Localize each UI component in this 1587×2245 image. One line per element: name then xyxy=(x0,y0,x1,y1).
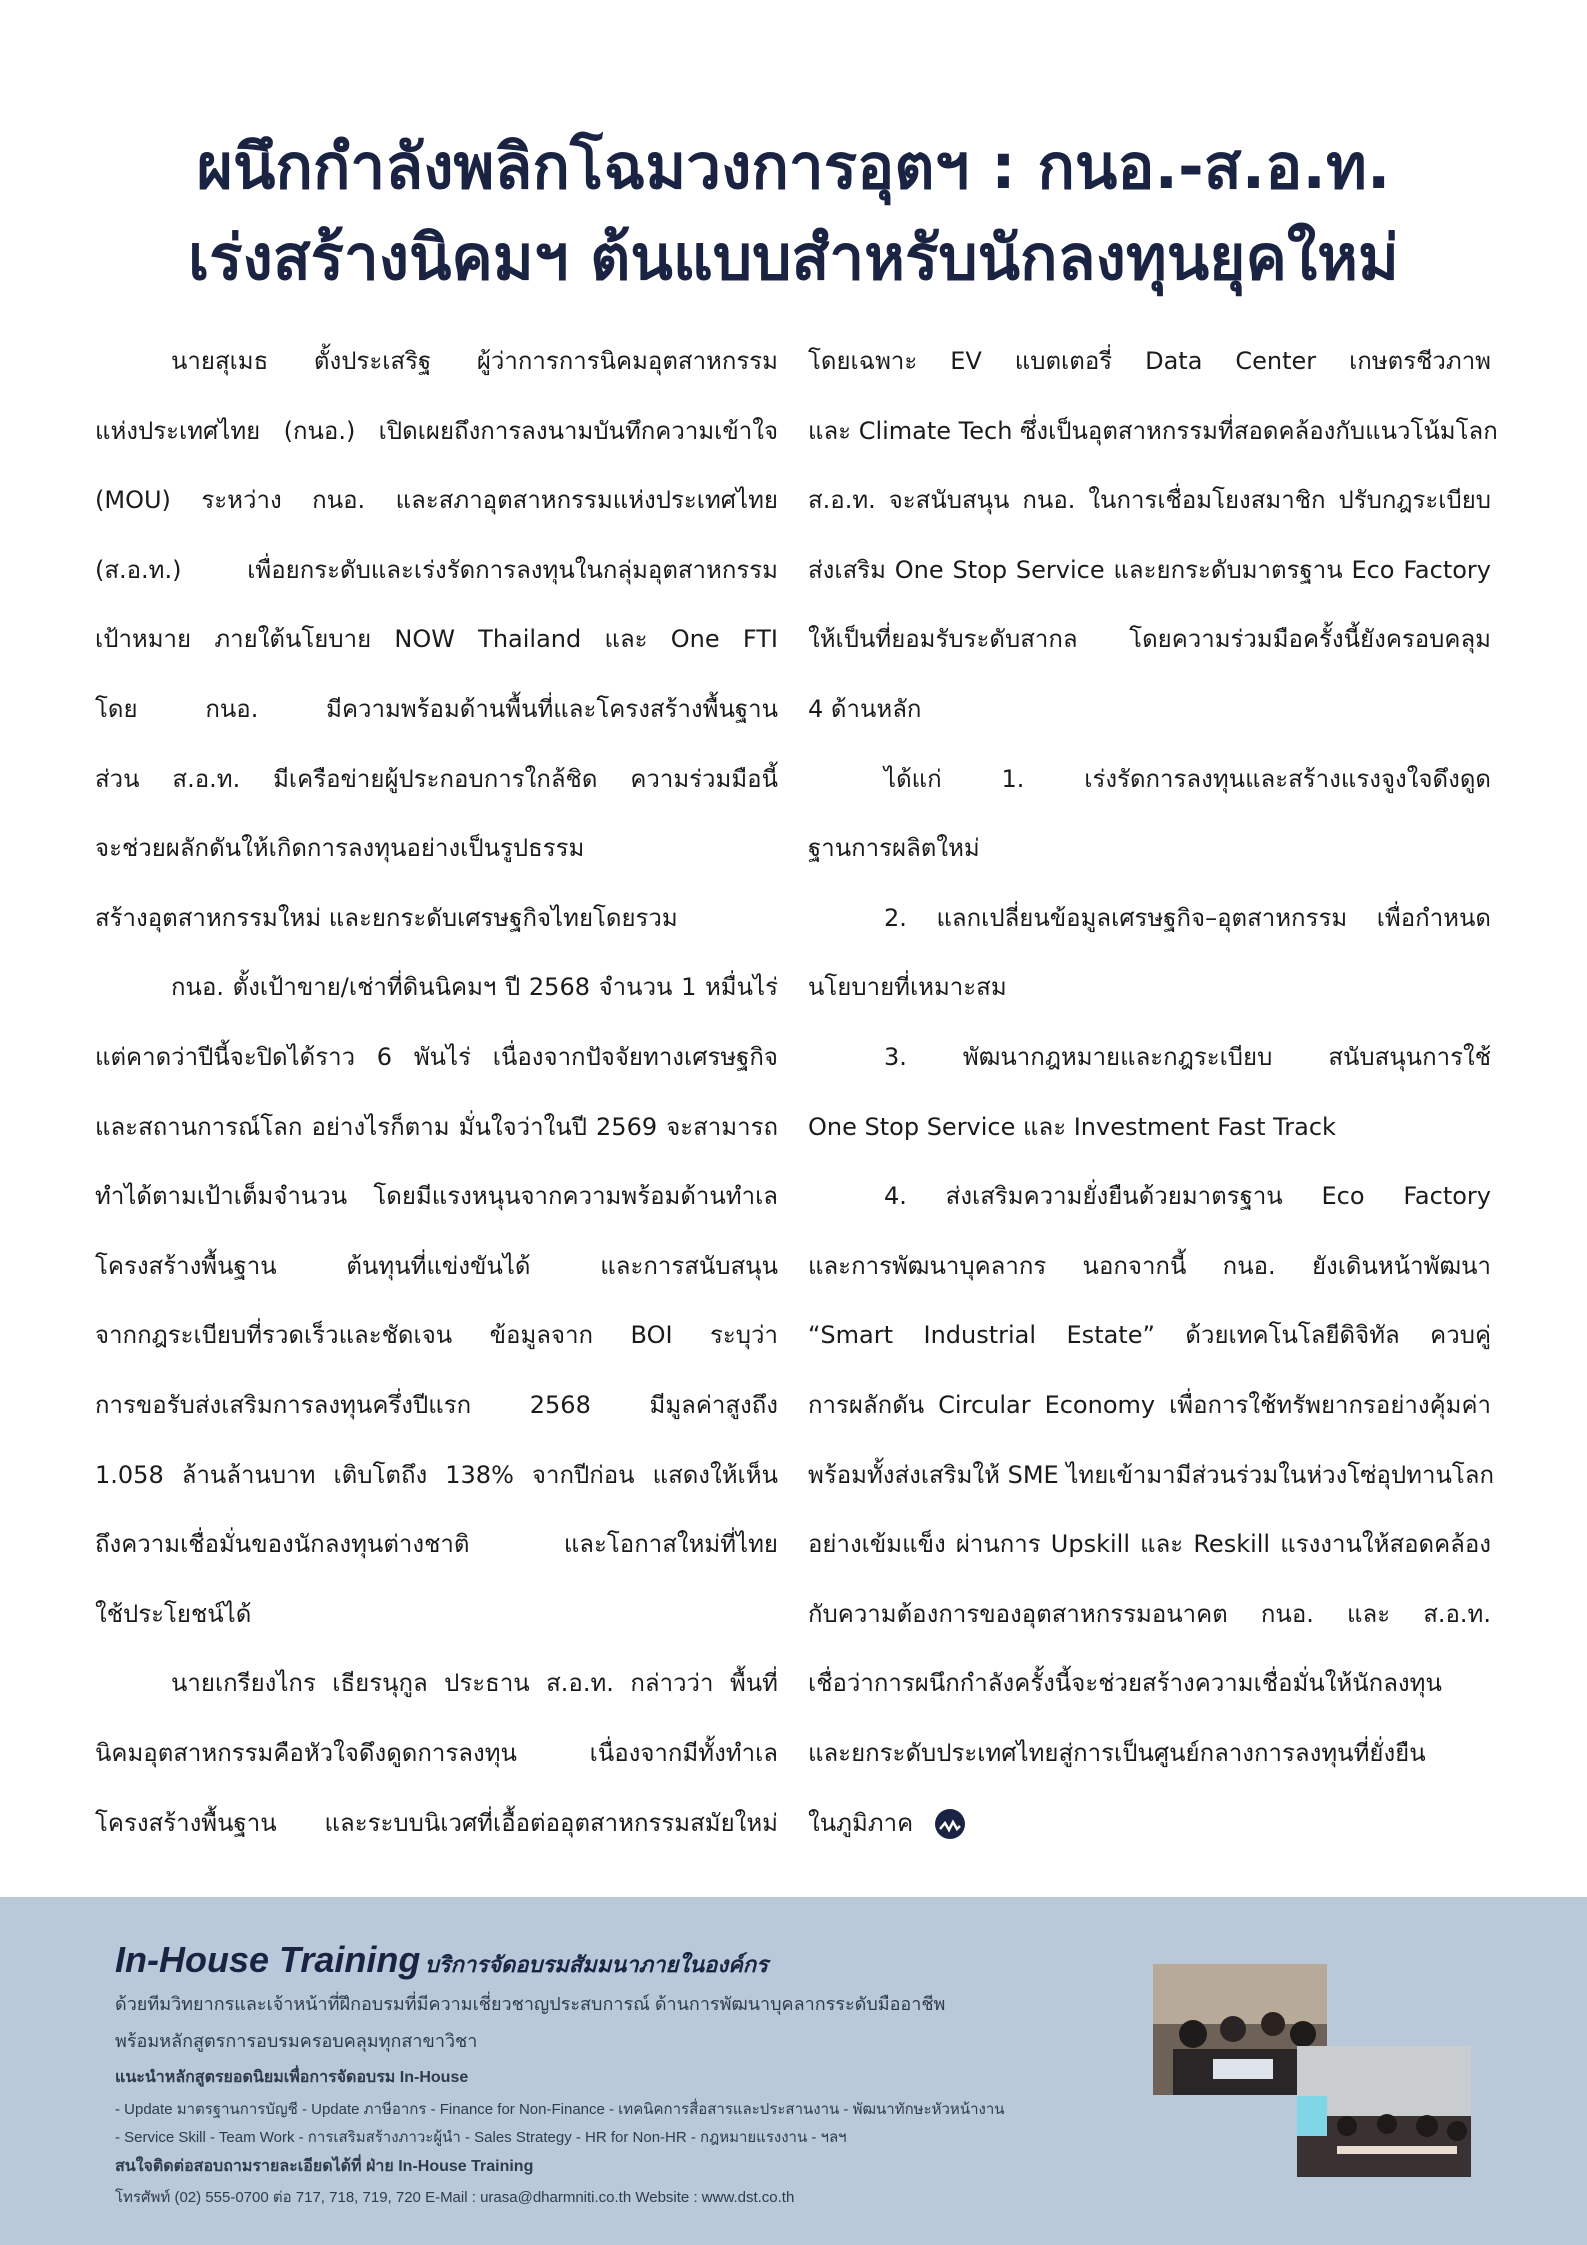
article-line xyxy=(808,1032,1491,1082)
article-line xyxy=(808,406,1498,456)
article-line-text: 2. แลกเปลี่ยนข้อมูลเศรษฐกิจ–อุตสาหกรรม เพื่อกำหนด xyxy=(884,903,1491,932)
wave-circle-icon xyxy=(935,1809,965,1839)
article-line-text: นิคมอุตสาหกรรมคือหัวใจดึงดูดการลงทุน เนื่องจากมีทั้งทำเล xyxy=(95,1739,778,1767)
article-line-text: เป้าหมาย ภายใต้นโยบาย NOW Thailand และ One FTI xyxy=(95,625,778,654)
article-line-text: จากกฎระเบียบที่รวดเร็วและชัดเจน ข้อมูลจาก BOI ระบุว่า xyxy=(95,1321,778,1350)
article-line xyxy=(808,754,1491,804)
article-line xyxy=(95,1171,778,1221)
article-line-text: สร้างอุตสาหกรรมใหม่ และยกระดับเศรษฐกิจไทยโดยรวม xyxy=(95,903,678,932)
article-line xyxy=(808,336,1491,386)
article-line xyxy=(95,754,778,804)
courses-line-1: - Update มาตรฐานการบัญชี - Update ภาษีอากร - Finance for Non-Finance - เทคนิคการสื่อสารและประสานงาน - พัฒนาทักษะหัวหน้างาน xyxy=(115,2101,1005,2118)
article-line-text: (ส.อ.ท.) เพื่อยกระดับและเร่งรัดการลงทุนในกลุ่มอุตสาหกรรม xyxy=(95,555,778,584)
article-line xyxy=(808,1241,1491,1291)
article-line xyxy=(808,1589,1491,1639)
article-line-text: เชื่อว่าการผนึกกำลังครั้งนี้จะช่วยสร้างความเชื่อมั่นให้นักลงทุน xyxy=(808,1669,1442,1698)
article-line-text: แห่งประเทศไทย (กนอ.) เปิดเผยถึงการลงนามบันทึกความเข้าใจ xyxy=(95,416,778,445)
contact-heading: สนใจติดต่อสอบถามรายละเอียดได้ที่ ฝ่าย In-House Training xyxy=(115,2158,534,2175)
article-line-text: กนอ. ตั้งเป้าขาย/เช่าที่ดินนิคมฯ ปี 2568 จำนวน 1 หมื่นไร่ xyxy=(171,973,778,1002)
article-line xyxy=(95,1241,778,1291)
article-line xyxy=(95,1519,778,1569)
article-line xyxy=(95,475,778,525)
article-line-text: ทำได้ตามเป้าเต็มจำนวน โดยมีแรงหนุนจากความพร้อมด้านทำเล xyxy=(95,1182,778,1211)
article-line-text: อย่างเข้มแข็ง ผ่านการ Upskill และ Reskill แรงงานให้สอดคล้อง xyxy=(808,1530,1491,1559)
article-line-text: ให้เป็นที่ยอมรับระดับสากล โดยความร่วมมือครั้งนี้ยังครอบคลุม xyxy=(808,625,1491,654)
banner-desc-1: ด้วยทีมวิทยากรและเจ้าหน้าที่ฝึกอบรมที่มีความเชี่ยวชาญประสบการณ์ ด้านการพัฒนาบุคลากรระดับมืออาชีพ xyxy=(115,1994,946,2014)
article-line-text: One Stop Service และ Investment Fast Track xyxy=(808,1112,1336,1141)
article-line xyxy=(808,475,1491,525)
article-line-text: แต่คาดว่าปีนี้จะปิดได้ราว 6 พันไร่ เนื่องจากปัจจัยทางเศรษฐกิจ xyxy=(95,1043,778,1071)
article-line xyxy=(808,1310,1491,1360)
courses-line-2: - Service Skill - Team Work - การเสริมสร้างภาวะผู้นำ - Sales Strategy - HR for Non-HR - กฎหมายแรงงาน - ฯลฯ xyxy=(115,2129,847,2146)
article-line xyxy=(95,962,778,1012)
article-line-text: และสถานการณ์โลก อย่างไรก็ตาม มั่นใจว่าในปี 2569 จะสามารถ xyxy=(95,1112,778,1141)
training-photo-2 xyxy=(1297,2046,1471,2177)
article-line xyxy=(95,823,778,873)
article-line xyxy=(808,962,1491,1012)
article-line xyxy=(808,1798,1491,1848)
banner-desc-2: พร้อมหลักสูตรการอบรมครอบคลุมทุกสาขาวิชา xyxy=(115,2031,478,2051)
article-line xyxy=(95,545,778,595)
article-line xyxy=(95,614,778,664)
article-line xyxy=(95,1102,778,1152)
article-line-text: ส่วน ส.อ.ท. มีเครือข่ายผู้ประกอบการใกล้ชิด ความร่วมมือนี้ xyxy=(95,764,778,793)
article-line-text: 4. ส่งเสริมความยั่งยืนด้วยมาตรฐาน Eco Factory xyxy=(884,1182,1491,1211)
article-line xyxy=(95,1728,778,1778)
article-line-text: “Smart Industrial Estate” ด้วยเทคโนโลยีดิจิทัล ควบคู่ xyxy=(808,1321,1491,1350)
article-line-text: โครงสร้างพื้นฐาน ต้นทุนที่แข่งขันได้ และการสนับสนุน xyxy=(95,1251,778,1280)
article-line-text: ส.อ.ท. จะสนับสนุน กนอ. ในการเชื่อมโยงสมาชิก ปรับกฎระเบียบ xyxy=(808,486,1491,515)
article-line xyxy=(808,684,1491,734)
article-line xyxy=(95,1032,778,1082)
article-line-text: 4 ด้านหลัก xyxy=(808,695,922,723)
headline-line-2: เร่งสร้างนิคมฯ ต้นแบบสำหรับนักลงทุนยุคใหม่ xyxy=(188,221,1399,294)
article-line-text: โดย กนอ. มีความพร้อมด้านพื้นที่และโครงสร้างพื้นฐาน xyxy=(95,695,778,723)
article-line-text: พร้อมทั้งส่งเสริมให้ SME ไทยเข้ามามีส่วนร่วมในห่วงโซ่อุปทานโลก xyxy=(808,1460,1494,1489)
article-line-text: ได้แก่ 1. เร่งรัดการลงทุนและสร้างแรงจูงใจดึงดูด xyxy=(884,764,1491,793)
article-line-text: กับความต้องการของอุตสาหกรรมอนาคต กนอ. และ ส.อ.ท. xyxy=(808,1599,1491,1628)
article-line xyxy=(95,1450,778,1500)
article-line-text: และการพัฒนาบุคลากร นอกจากนี้ กนอ. ยังเดินหน้าพัฒนา xyxy=(808,1251,1491,1280)
article-line-text: นโยบายที่เหมาะสม xyxy=(808,973,1007,1002)
article-line xyxy=(95,1310,778,1360)
article-line-text: 3. พัฒนากฎหมายและกฎระเบียบ สนับสนุนการใช้ xyxy=(884,1043,1491,1071)
article-line-text: โดยเฉพาะ EV แบตเตอรี่ Data Center เกษตรชีวภาพ xyxy=(808,347,1491,375)
article-line-text: จะช่วยผลักดันให้เกิดการลงทุนอย่างเป็นรูปธรรม xyxy=(95,834,585,863)
article-line-text: และ Climate Tech ซึ่งเป็นอุตสาหกรรมที่สอดคล้องกับแนวโน้มโลก xyxy=(808,416,1498,445)
article-line xyxy=(808,1450,1494,1500)
banner-heading xyxy=(115,1939,768,1982)
article-line-text: 1.058 ล้านล้านบาท เติบโตถึง 138% จากปีก่อน แสดงให้เห็น xyxy=(95,1460,778,1489)
article-line xyxy=(95,684,778,734)
article-line xyxy=(808,1380,1491,1430)
article-line-text: โครงสร้างพื้นฐาน และระบบนิเวศที่เอื้อต่ออุตสาหกรรมสมัยใหม่ xyxy=(95,1808,778,1837)
article-line-text: นายเกรียงไกร เธียรนุกูล ประธาน ส.อ.ท. กล่าวว่า พื้นที่ xyxy=(171,1669,778,1698)
article-line-text: นายสุเมธ ตั้งประเสริฐ ผู้ว่าการการนิคมอุตสาหกรรม xyxy=(171,347,778,375)
article-line xyxy=(808,823,1491,873)
article-line-text: ส่งเสริม One Stop Service และยกระดับมาตรฐาน Eco Factory xyxy=(808,555,1491,584)
in-house-training-banner xyxy=(0,1897,1587,2245)
article-line-text: ฐานการผลิตใหม่ xyxy=(808,834,980,863)
article-line-text: ใช้ประโยชน์ได้ xyxy=(95,1599,252,1628)
article-line xyxy=(808,1171,1491,1221)
article-line-text: (MOU) ระหว่าง กนอ. และสภาอุตสาหกรรมแห่งประเทศไทย xyxy=(95,486,778,515)
article-line xyxy=(808,1658,1491,1708)
article-line xyxy=(808,893,1491,943)
article-line xyxy=(808,1102,1491,1152)
article-line xyxy=(95,406,778,456)
headline-line-1: ผนึกกำลังพลิกโฉมวงการอุตฯ : กนอ.-ส.อ.ท. xyxy=(196,130,1391,203)
article-line xyxy=(808,545,1491,595)
article-line xyxy=(95,1589,778,1639)
article-line xyxy=(808,1519,1491,1569)
article-line-text: การผลักดัน Circular Economy เพื่อการใช้ทรัพยากรอย่างคุ้มค่า xyxy=(808,1391,1491,1419)
article-line-text: การขอรับส่งเสริมการลงทุนครึ่งปีแรก 2568 มีมูลค่าสูงถึง xyxy=(95,1391,778,1419)
article-line xyxy=(95,1658,778,1708)
courses-heading: แนะนำหลักสูตรยอดนิยมเพื่อการจัดอบรม In-House xyxy=(115,2069,469,2086)
banner-title: In-House Training xyxy=(115,1939,421,1980)
article-line-text: ในภูมิภาค xyxy=(808,1808,914,1837)
article-line xyxy=(95,1380,778,1430)
article-line xyxy=(95,1798,778,1848)
article-line-text: ถึงความเชื่อมั่นของนักลงทุนต่างชาติ และโอกาสใหม่ที่ไทย xyxy=(95,1530,778,1559)
article-line xyxy=(808,1728,1491,1778)
article-line xyxy=(95,893,778,943)
article-line-text: และยกระดับประเทศไทยสู่การเป็นศูนย์กลางการลงทุนที่ยั่งยืน xyxy=(808,1739,1426,1767)
article-line xyxy=(808,614,1491,664)
banner-subtitle: บริการจัดอบรมสัมมนาภายในองค์กร xyxy=(424,1952,768,1977)
contact-info: โทรศัพท์ (02) 555-0700 ต่อ 717, 718, 719, 720 E-Mail : urasa@dharmniti.co.th Website : www.dst.co.th xyxy=(115,2189,795,2206)
article-line xyxy=(95,336,778,386)
